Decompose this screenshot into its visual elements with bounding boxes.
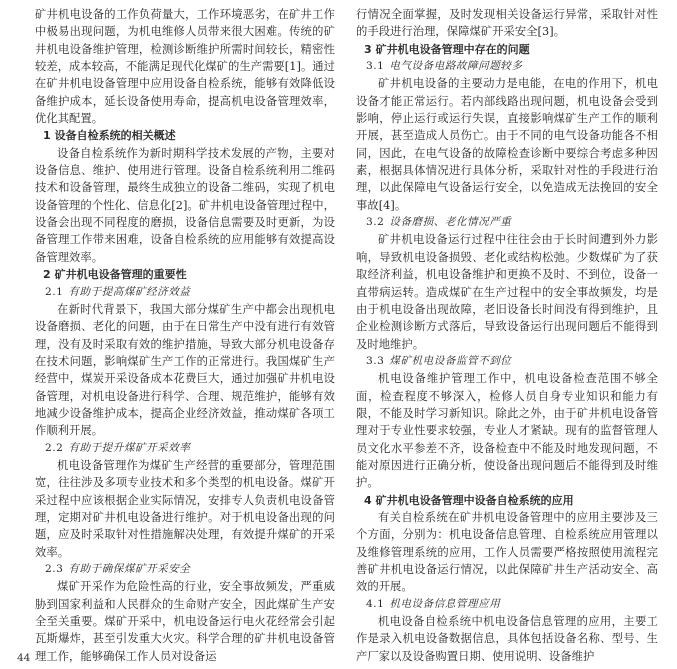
section-heading [356,492,658,509]
page-number: 44 [17,652,31,664]
heading-number: 2 [43,268,51,282]
heading-number: 4 [364,493,372,507]
subsection-heading [35,440,335,457]
subsection-heading [35,284,335,301]
heading-text: 电气设备电路故障问题较多 [389,60,523,73]
heading-text: 设备磨损、老化情况严重 [389,216,512,229]
heading-number: 3.2 [366,216,385,229]
heading-text: 机电设备信息管理应用 [389,597,501,610]
heading-text: 有助于确保煤矿开采安全 [68,563,191,575]
heading-number: 3.1 [366,60,385,73]
section-heading [35,266,335,283]
paragraph: 矿井机电设备的工作负荷量大，工作环境恶劣，在矿井工作中极易出现问题，为机电维修人员带来很大困难。传统的矿井机电设备维护管理，检测诊断维护所需时间较长，精密性较差，成本较高，不能满足现代化煤矿的生产需要[1]。通过在矿井机电设备管理中应用设备自检系统，能够有效降低设备维护成本，延长设备使用寿命，提高机电设备管理效率，优化其配置。 [35,8,335,126]
heading-text: 有助于提高煤矿经济效益 [68,285,191,298]
paragraph: 设备自检系统作为新时期科学技术发展的产物，主要对设备信息、维护、使用进行管理。设备自检系统利用二维码技术和设备管理，最终生成独立的设备二维码，实现了机电设备管理的个性化、信息化[2]。矿井机电设备管理过程中，设备会出现不同程度的磨损，设备信息需要及时更新，为设备管理工作带来困难，设备自检系统的应用能够有效提高设备管理效率。 [35,146,335,264]
subsection-heading [356,58,658,75]
paragraph: 在新时代背景下，我国大部分煤矿生产中都会出现机电设备磨损、老化的问题，由于在日常生产中没有进行有效管理，没有及时采取有效的维护措施，导致大部分机电设备存在技术问题，影响煤矿生产工作的正常进行。我国煤矿生产经营中，煤炭开采设备成本花费巨大，通过加强矿井机电设备管理，对机电设备进行科学、合理、规范维护，能够有效地减少设备维护成本，提高企业经济效益，推动煤矿各项工作顺利开展。 [35,302,335,438]
paragraph: 矿井机电设备的主要动力是电能，在电的作用下，机电设备才能正常运行。若内部线路出现问题，机电设备会受到影响，停止运行或运行失误，直接影响煤矿生产工作的顺利开展，甚至造成人员伤亡。由于不同的电气设备功能各不相同，因此，在电气设备的故障检查诊断中要综合考虑多种因素，根据具体情况进行具体分析，采取针对性的手段进行治理，以此保障电气设备运行安全，以免造成无法挽回的安全事故[4]。 [356,77,658,212]
heading-number: 4.1 [366,597,385,610]
heading-text: 矿井机电设备管理中设备自检系统的应用 [375,493,574,507]
heading-number: 3 [364,42,372,56]
subsection-heading [356,596,658,613]
heading-number: 3.3 [366,354,385,367]
heading-number: 1 [43,129,51,143]
heading-text: 煤矿机电设备监管不到位 [389,354,512,367]
section-heading [356,41,658,58]
left-column [35,6,335,665]
subsection-heading [356,353,658,370]
subsection-heading [356,214,658,231]
paragraph: 矿井机电设备运行过程中往往会由于长时间遭到外力影响，导致机电设备损毁、老化或结构松弛。少数煤矿为了获取经济利益，机电设备维护和更换不及时、不到位，设备一直带病运转。造成煤矿在生产过程中的安全事故频发，均是由于机电设备出现故障，老旧设备长时间没有得到维护，且企业检测诊断方式落后，导致设备运行出现问题后不能得到及时地维护。 [356,233,658,351]
heading-number: 2.3 [45,563,64,575]
subsection-heading [35,561,335,578]
paragraph: 煤矿开采作为危险性高的行业，安全事故频发，严重威胁到国家利益和人民群众的生命财产安全，因此煤矿生产安全至关重要。煤矿开采中，机电设备运行电火花经常会引起瓦斯爆炸，甚至引发重大火灾。科学合理的矿井机电设备管理工作，能够确保工作人员对设备运 [35,580,335,663]
heading-text: 矿井机电设备管理中存在的问题 [375,42,530,56]
right-column [356,6,658,665]
heading-text: 设备自检系统的相关概述 [54,129,176,143]
heading-number: 2.1 [45,285,64,298]
paragraph: 有关自检系统在矿井机电设备管理中的应用主要涉及三个方面，分别为：机电设备信息管理、自检系统应用管理以及维修管理系统的应用，工作人员需要严格按照使用流程完善矿井机电设备运行情况，以此保障矿井生产活动安全、高效的开展。 [356,510,658,594]
heading-text: 矿井机电设备管理的重要性 [54,268,187,282]
heading-text: 有助于提升煤矿开采效率 [68,441,191,454]
paragraph: 机电设备管理作为煤矿生产经营的重要部分，管理范围宽，往往涉及多项专业技术和多个类型的机电设备。煤矿开采过程中应该根据企业实际情况，安排专人负责机电设备管理，定期对矿井机电设备进行维护。对于机电设备出现的问题，应及时采取针对性措施解决处理，有效提升煤矿的开采效率。 [35,458,335,559]
heading-number: 2.2 [45,441,64,454]
paragraph: 机电设备维护管理工作中，机电设备检查范围不够全面，检查程度不够深入，检修人员自身专业知识和能力有限，不能及时学习新知识。除此之外，由于矿井机电设备管理对于专业性要求较强，专业人才紧缺。现有的监督管理人员文化水平参差不齐，设备检查中不能及时地发现问题，不能对原因进行正确分析，使设备出现问题后不能得到及时维护。 [356,372,658,490]
paragraph: 机电设备自检系统中机电设备信息管理的应用，主要工作是录入机电设备数据信息，具体包括设备名称、型号、生产厂家以及设备购置日期、使用说明、设备维护 [356,615,658,663]
paragraph: 行情况全面掌握，及时发现相关设备运行异常，采取针对性的手段进行治理，保障煤矿开采安全[3]。 [356,8,658,39]
section-heading [35,127,335,144]
